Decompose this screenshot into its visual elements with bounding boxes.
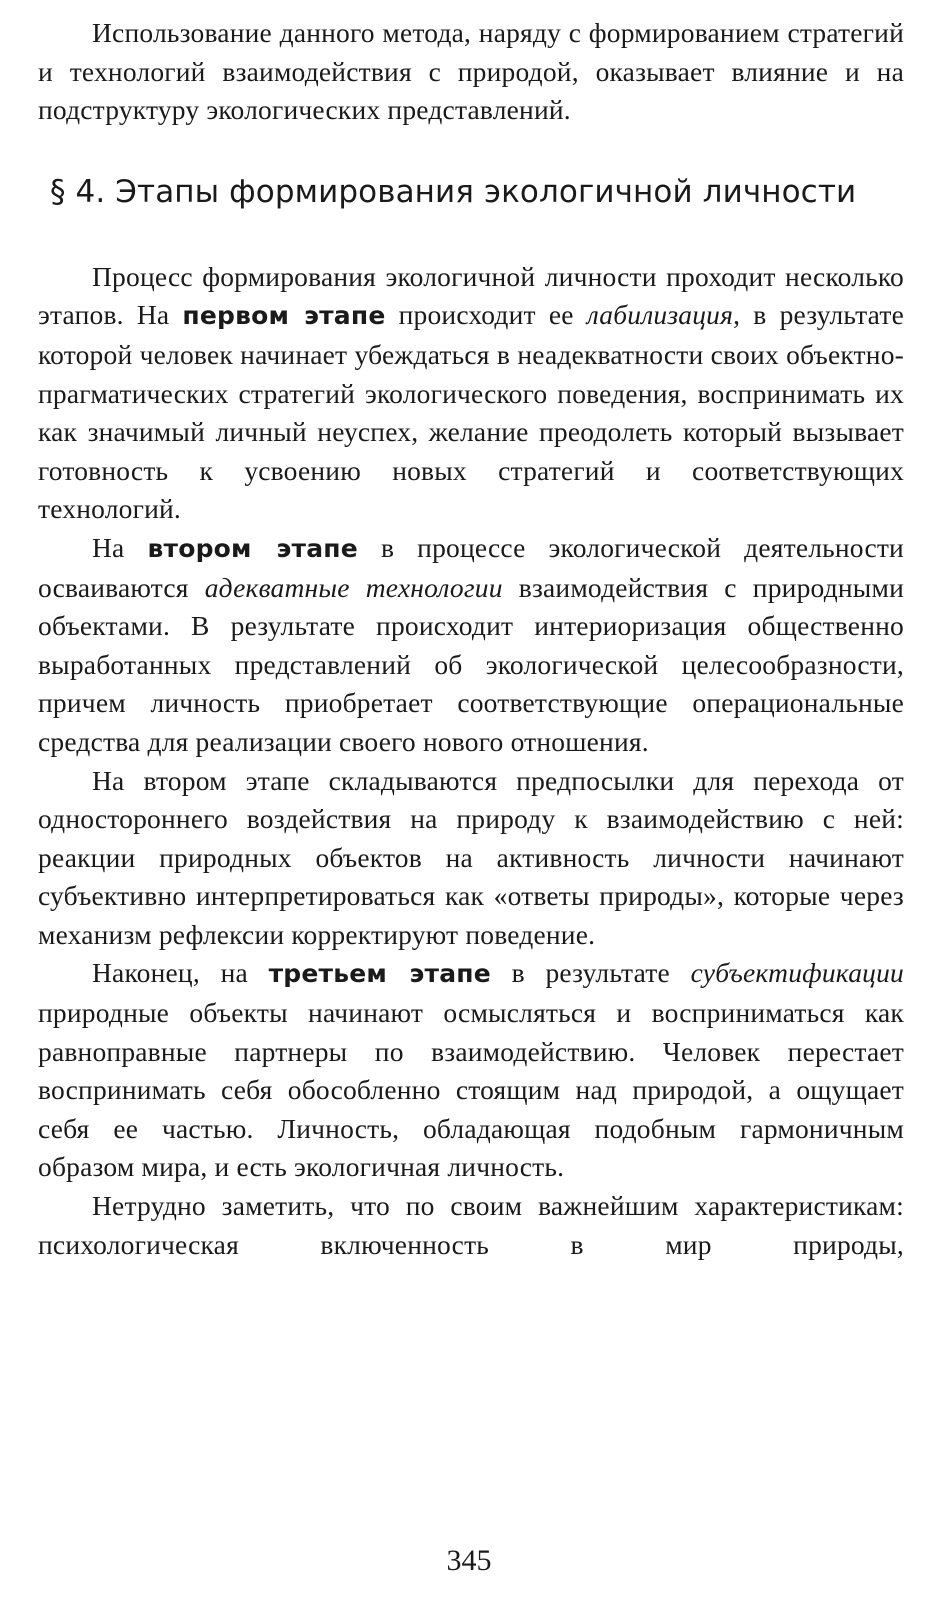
- section-heading: § 4. Этапы формирования экологичной личности: [50, 173, 857, 210]
- paragraph-text: в результате: [490, 957, 691, 989]
- emphasis-bold: втором этапе: [147, 533, 358, 563]
- paragraph-text: взаимодействия с природными объектами. В результате происходит интериоризация общественно выработанных представлений об экологической целесообразности, причем личность приобретает соответствующие операциональные средства для реализации своего нового отношения.: [38, 571, 904, 757]
- paragraph-stage-one: [38, 258, 904, 529]
- emphasis-italic: субъектификации: [690, 957, 904, 989]
- emphasis-bold: первом этапе: [182, 301, 386, 331]
- paragraph-text: , в результате которой человек начинает убеждаться в неадекватности своих объектно-прагматических стратегий экологического поведения, воспринимать их как значимый личный неуспех, желание преодолеть который вызывает готовность к усвоению новых стратегий и соответствующих технологий.: [38, 299, 904, 525]
- emphasis-bold: третьем этапе: [268, 959, 491, 989]
- paragraph-stage-two: [38, 529, 904, 762]
- intro-paragraph: Использование данного метода, наряду с формированием стратегий и технологий взаимодействия с природой, оказывает влияние и на подструктуру экологических представлений.: [38, 17, 904, 126]
- paragraph-text: На: [92, 531, 148, 563]
- paragraph-stage-three: [38, 954, 904, 1187]
- paragraph-stage-two-continued: На втором этапе складываются предпосылки для перехода от одностороннего воздействия на природу к взаимодействию с ней: реакции природных объектов на активность личности начинают субъективно интерпретироваться как «ответы природы», которые через механизм рефлексии корректируют поведение.: [38, 764, 904, 950]
- paragraph-text: Процесс формирования экологичной личности проходит несколько этапов. На: [38, 260, 904, 331]
- page-body: [38, 14, 904, 1264]
- paragraph-text: в процессе экологической деятельности осваиваются: [38, 531, 904, 603]
- page-number: 345: [446, 1544, 492, 1577]
- paragraph-text: Наконец, на: [92, 957, 269, 989]
- paragraph-text: происходит ее: [385, 299, 587, 331]
- emphasis-italic: адекватные технологии: [204, 571, 503, 603]
- emphasis-italic: лабилизация: [586, 299, 734, 331]
- paragraph-conclusion: Нетрудно заметить, что по своим важнейшим характеристикам: психологическая включенность в мир природы,: [38, 1190, 904, 1260]
- paragraph-text: природные объекты начинают осмысляться и восприниматься как равноправные партнеры по взаимодействию. Человек перестает воспринимать себя обособленно стоящим над природой, а ощущает себя ее частью. Личность, обладающая подобным гармоничным образом мира, и есть экологичная личность.: [38, 997, 904, 1183]
